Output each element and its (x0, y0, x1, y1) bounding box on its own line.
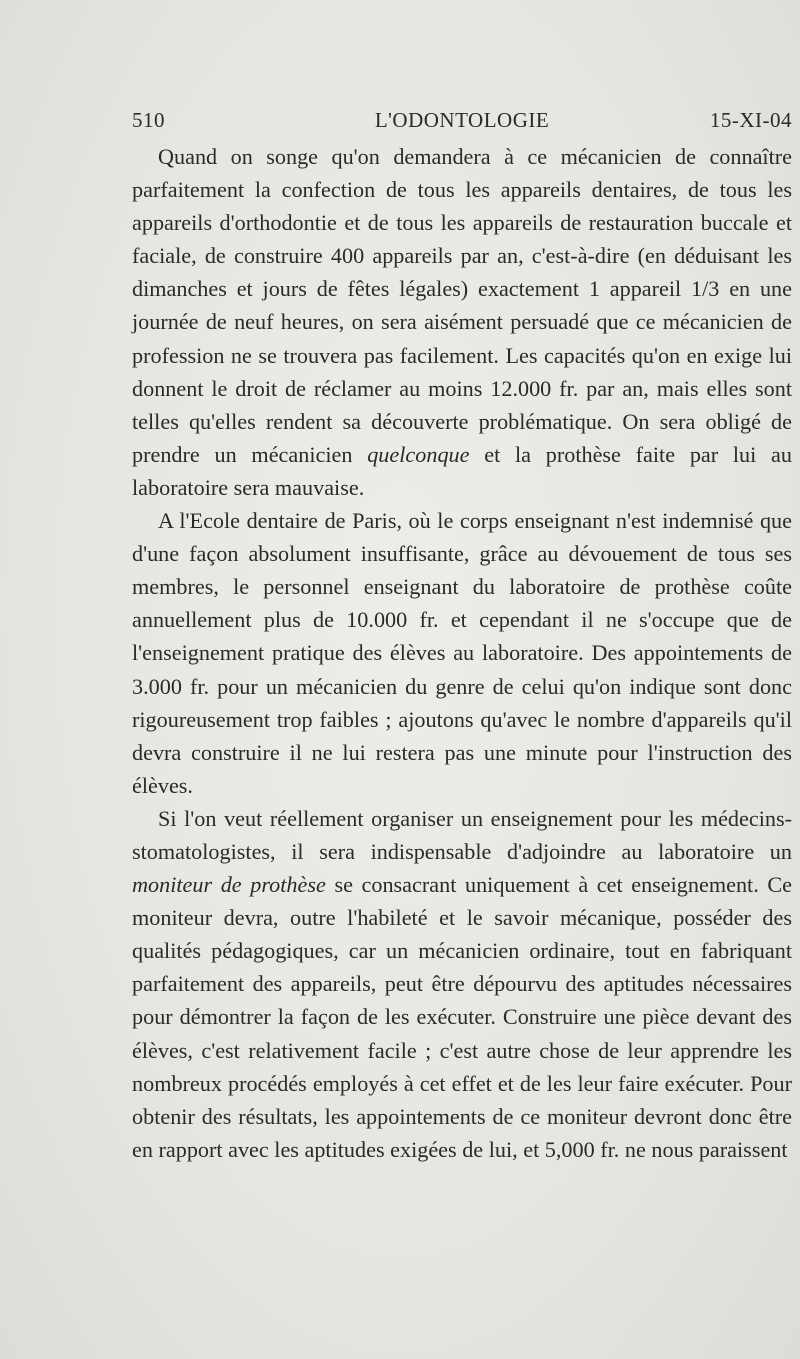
paragraph-1-italic: quelconque (367, 441, 470, 467)
paragraph-2 (132, 504, 792, 802)
paragraph-3 (132, 802, 792, 1166)
paragraph-3-italic: moniteur de prothèse (132, 872, 326, 898)
page-number: 510 (132, 108, 165, 132)
running-header (132, 108, 792, 138)
paragraph-2-text: A l'Ecole dentaire de Paris, où le corps enseignant n'est indemnisé que d'une façon absolument insuffisante, grâce au dévouement de tous ses membres, le personnel enseignant du laboratoire de prothèse coûte annuellement plus de 10.000 fr. et cependant il ne s'occupe que de l'enseignement pratique des élèves au laboratoire. Des appointements de 3.000 fr. pour un mécanicien du genre de celui qu'on indique sont donc rigoureusement trop faibles ; ajoutons qu'avec le nombre d'appareils qu'il devra construire il ne lui restera pas une minute pour l'instruction des élèves. (132, 508, 792, 798)
body-text (132, 140, 792, 1166)
paragraph-1-text-end: et la prothèse faite par lui au laboratoire sera mauvaise. (132, 441, 792, 500)
paragraph-3-text-end: se consacrant uniquement à cet enseignement. Ce moniteur devra, outre l'habileté et le savoir mécanique, posséder des qualités pédagogiques, car un mécanicien ordinaire, tout en fabriquant parfaitement des appareils, peut être dépourvu des aptitudes nécessaires pour démontrer la façon de les exécuter. Construire une pièce devant des élèves, c'est relativement facile ; c'est autre chose de leur apprendre les nombreux procédés employés à cet effet et de les leur faire exécuter. Pour obtenir des résultats, les appointements de ce moniteur devront donc être en rapport avec les aptitudes exigées de lui, et 5,000 fr. ne nous paraissent (132, 872, 792, 1162)
issue-date: 15-XI-04 (709, 108, 792, 132)
paragraph-1 (132, 140, 792, 504)
paragraph-3-text: Si l'on veut réellement organiser un enseignement pour les médecins-stomatologistes, il sera indispensable d'adjoindre au laboratoire un (132, 805, 792, 864)
running-title: L'ODONTOLOGIE (374, 108, 550, 132)
paragraph-1-text: Quand on songe qu'on demandera à ce mécanicien de connaître parfaitement la confection de tous les appareils dentaires, de tous les appareils d'orthodontie et de tous les appareils de restauration buccale et faciale, de construire 400 appareils par an, c'est-à-dire (en déduisant les dimanches et jours de fêtes légales) exactement 1 appareil 1/3 en une journée de neuf heures, on sera aisément persuadé que ce mécanicien de profession ne se trouvera pas facilement. Les capacités qu'on en exige lui donnent le droit de réclamer au moins 12.000 fr. par an, mais elles sont telles qu'elles rendent sa découverte problématique. On sera obligé de prendre un mécanicien (132, 144, 792, 467)
